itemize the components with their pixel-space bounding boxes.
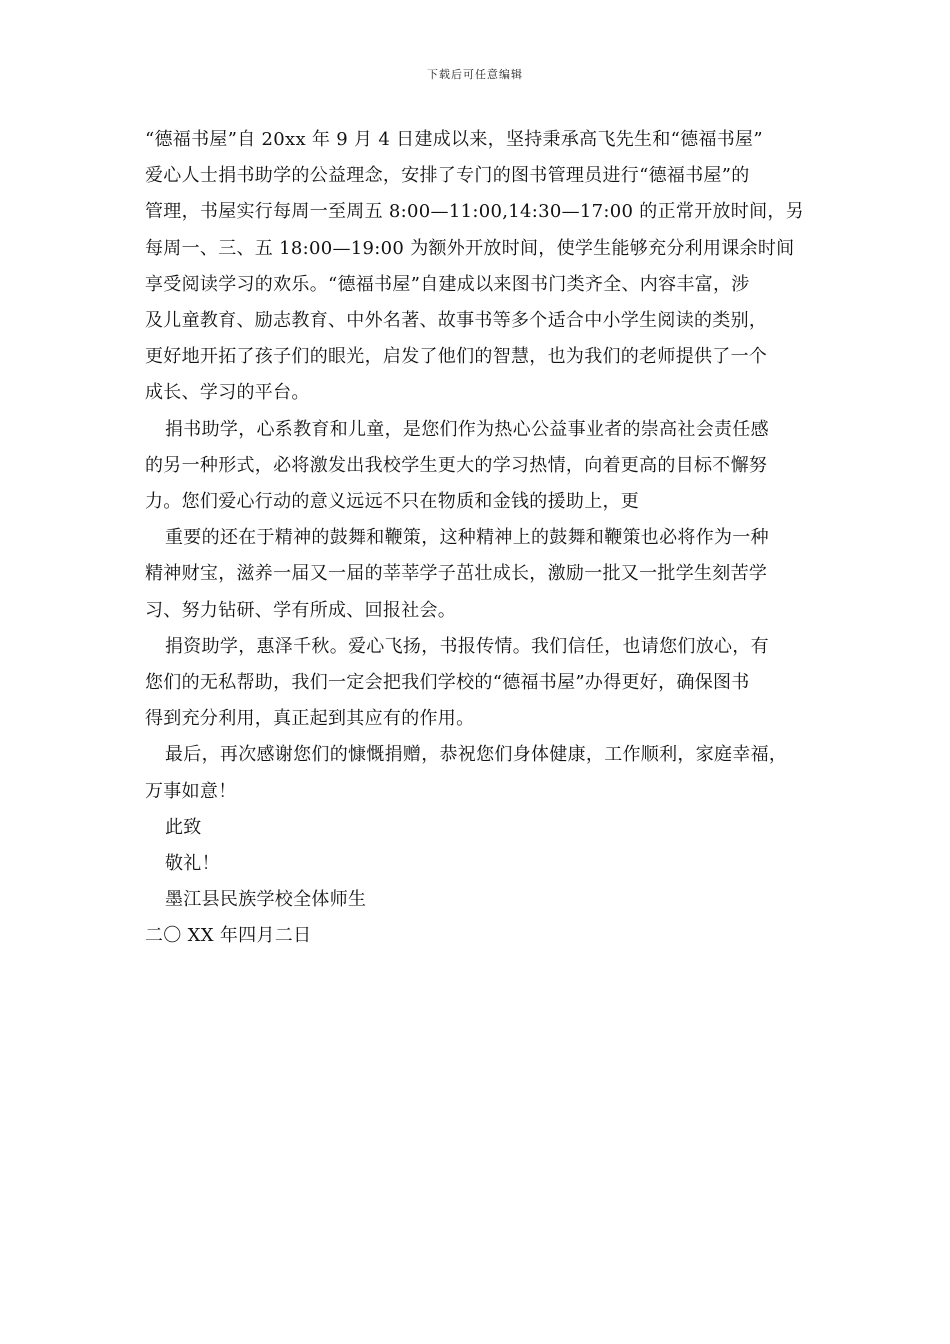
text-line: 您们的无私帮助，我们一定会把我们学校的“德福书屋”办得更好，确保图书	[145, 672, 750, 694]
text-line: 墨江县民族学校全体师生	[165, 889, 367, 911]
page-header: 下载后可任意编辑	[427, 68, 523, 81]
text-line: 力。您们爱心行动的意义远远不只在物质和金钱的援助上，更	[145, 491, 640, 513]
text-line: 每周一、三、五 18:00—19:00 为额外开放时间，使学生能够充分利用课余时间	[145, 237, 795, 259]
paragraph	[145, 122, 835, 412]
text-line: 捐书助学，心系教育和儿童，是您们作为热心公益事业者的崇高社会责任感	[165, 418, 769, 440]
letter-body	[145, 122, 835, 955]
paragraph	[145, 810, 835, 846]
text-line: 得到充分利用，真正起到其应有的作用。	[145, 708, 475, 730]
text-line: 此致	[165, 816, 202, 838]
text-line: 及儿童教育、励志教育、中外名著、故事书等多个适合中小学生阅读的类别，	[145, 310, 768, 332]
text-line: 二〇 XX 年四月二日	[145, 925, 312, 947]
paragraph	[145, 737, 835, 809]
text-line: 敬礼！	[165, 853, 220, 875]
text-line: 捐资助学，惠泽千秋。爱心飞扬，书报传情。我们信任，也请您们放心，有	[165, 635, 769, 657]
paragraph	[145, 846, 835, 882]
text-line: 享受阅读学习的欢乐。“德福书屋”自建成以来图书门类齐全、内容丰富，涉	[145, 273, 750, 295]
text-line: 习、努力钻研、学有所成、回报社会。	[145, 599, 457, 621]
paragraph	[145, 629, 835, 738]
text-line: 的另一种形式，必将激发出我校学生更大的学习热情，向着更高的目标不懈努	[145, 454, 768, 476]
text-line: “德福书屋”自 20xx 年 9 月 4 日建成以来，坚持秉承高飞先生和“德福书屋”	[145, 129, 763, 150]
paragraph	[145, 918, 835, 954]
text-line: 精神财宝，滋养一届又一届的莘莘学子茁壮成长，激励一批又一批学生刻苦学	[145, 563, 768, 585]
text-line: 最后，再次感谢您们的慷慨捐赠，恭祝您们身体健康，工作顺利，家庭幸福，	[165, 744, 788, 766]
text-line: 管理，书屋实行每周一至周五 8:00—11:00,14:30—17:00 的正常开放时间，另	[145, 201, 805, 223]
text-line: 万事如意！	[145, 780, 237, 802]
text-line: 重要的还在于精神的鼓舞和鞭策，这种精神上的鼓舞和鞭策也必将作为一种	[165, 527, 769, 549]
paragraph	[145, 412, 835, 521]
text-line: 更好地开拓了孩子们的眼光，启发了他们的智慧，也为我们的老师提供了一个	[145, 346, 768, 368]
text-line: 爱心人士捐书助学的公益理念，安排了专门的图书管理员进行“德福书屋”的	[145, 165, 750, 187]
paragraph	[145, 882, 835, 918]
text-line: 成长、学习的平台。	[145, 382, 310, 404]
paragraph	[145, 520, 835, 629]
